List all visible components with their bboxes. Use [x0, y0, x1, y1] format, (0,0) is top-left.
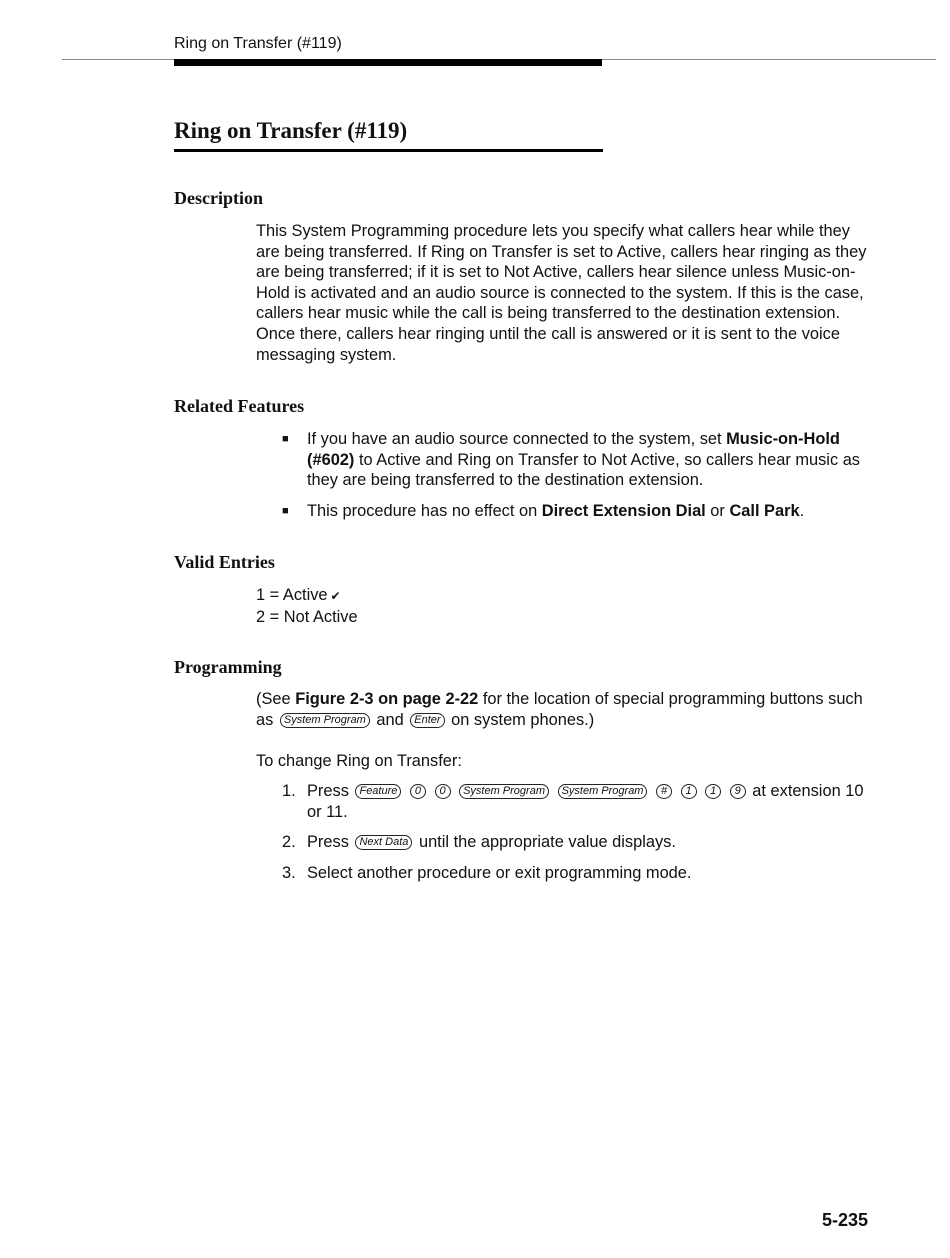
nine-key: 9 [730, 784, 746, 799]
related-item1-bold: Music-on-Hold (#602) [307, 430, 840, 469]
running-head: Ring on Transfer (#119) [174, 35, 342, 52]
valid-entries-list [256, 585, 358, 627]
description-text: This System Programming procedure lets you specify what callers hear while they are being transferred. If Ring on Transfer is set to Active, callers hear ringing as they are being transferred; if it is set to Not Active, callers hear silence unless Music-on-Hold is activated and an audio source is connected to the system. If this is the case, callers hear music while the call is being transferred to the destination extension. Once there, callers hear ringing until the call is answered or it is sent to the voice messaging system. [256, 222, 867, 364]
see-pre: (See [256, 690, 296, 708]
programming-intro: To change Ring on Transfer: [256, 752, 462, 770]
related-features-list [280, 429, 872, 531]
figure-reference: Figure 2-3 on page 2-22 [295, 690, 479, 708]
step-pre: Press [307, 833, 349, 852]
note-end: on system phones.) [451, 710, 595, 729]
programming-heading: Programming [174, 657, 282, 677]
related-item2-mid: or [705, 501, 730, 520]
related-item2-bold2: Call Park [729, 501, 800, 520]
description-heading: Description [174, 188, 263, 208]
list-item [280, 501, 872, 522]
list-item [280, 429, 872, 491]
step-post: at extension 10 or 11. [307, 782, 864, 821]
entry-not-active: 2 = Not Active [256, 607, 358, 626]
default-checkmark-icon: ✔ [330, 589, 341, 603]
step-item [280, 863, 872, 884]
system-program-key: System Program [459, 784, 549, 799]
entry-active [256, 585, 358, 607]
step-number: 1. [282, 782, 296, 800]
valid-entries-heading: Valid Entries [174, 552, 275, 572]
next-data-key: Next Data [355, 835, 412, 850]
one-key: 1 [705, 784, 721, 799]
header-rule-thick [174, 59, 602, 66]
step-text: Select another procedure or exit programming mode. [307, 863, 692, 882]
related-item2-post: . [799, 501, 805, 520]
related-item2-bold1: Direct Extension Dial [541, 501, 706, 520]
title-rule [174, 149, 603, 152]
related-item1-pre: If you have an audio source connected to the system, set [307, 430, 727, 448]
entry-active-label: 1 = Active [256, 586, 328, 604]
one-key: 1 [681, 784, 697, 799]
zero-key: 0 [435, 784, 451, 799]
see-post: for the location of special programming buttons such as [256, 690, 863, 729]
feature-key: Feature [355, 784, 401, 799]
page-number: 5-235 [821, 1210, 868, 1230]
related-item2-pre: This procedure has no effect on [307, 501, 542, 520]
step-number: 2. [282, 833, 296, 852]
programming-note [256, 689, 872, 730]
page-title: Ring on Transfer (#119) [174, 118, 408, 143]
zero-key: 0 [410, 784, 426, 799]
and-text: and [376, 710, 404, 729]
related-item1-post: to Active and Ring on Transfer to Not Active, so callers hear music as they are being transferred to the destination extension. [307, 450, 861, 490]
bullet-icon: ■ [282, 504, 289, 517]
enter-key: Enter [410, 713, 444, 728]
system-program-key: System Program [558, 784, 648, 799]
step-item [280, 781, 872, 822]
bullet-icon: ■ [282, 433, 289, 445]
programming-steps [280, 781, 872, 893]
step-item [280, 832, 872, 853]
related-features-heading: Related Features [174, 396, 305, 416]
hash-key: # [656, 784, 672, 799]
step-pre: Press [307, 782, 349, 800]
system-program-key: System Program [280, 713, 370, 728]
step-post: until the appropriate value displays. [418, 833, 676, 852]
step-number: 3. [282, 863, 296, 882]
